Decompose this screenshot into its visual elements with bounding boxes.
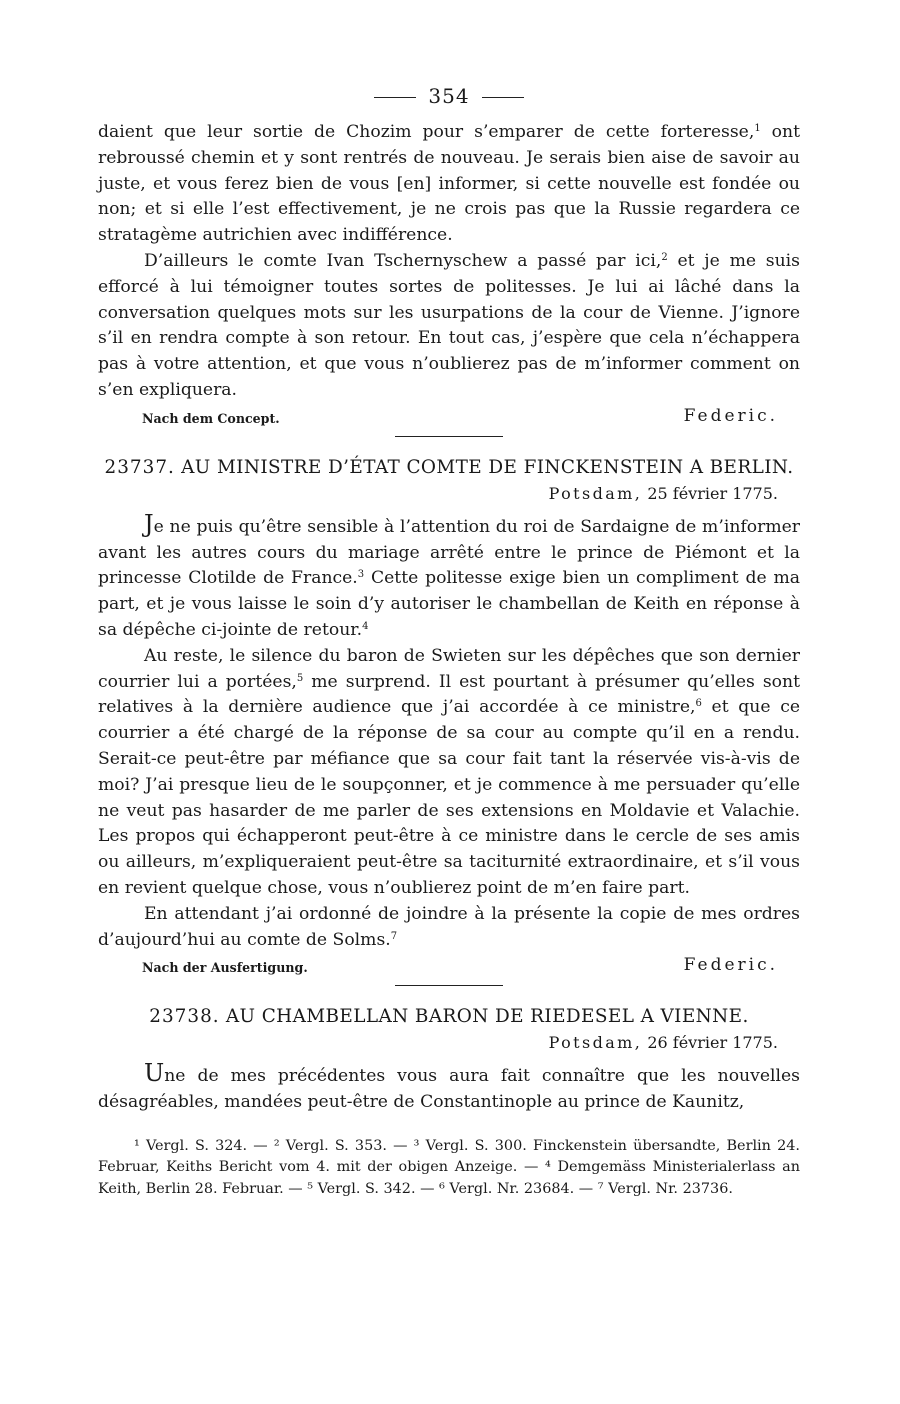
- letter-heading: [98, 1004, 800, 1029]
- page-number: [98, 84, 800, 108]
- drop-cap: U: [144, 1059, 165, 1088]
- footnote-ref: 5: [296, 672, 304, 684]
- page-number-text: 354: [428, 84, 470, 108]
- signature: Federic.: [683, 955, 778, 976]
- letter-date: 25 février 1775.: [647, 483, 778, 503]
- intro-paragraph-2: D’ailleurs le comte Ivan Tschernyschew a passé par ici,$^2$ et je me suis efforcé à lui témoigner toutes sortes de politesses. Je lui ai lâché dans la conversation quelques mots sur les usurpations de la cour de Vienne. J’ignore s’il en rendra compte à son retour. En tout cas, j’espère que cela n’échappera pas à votre attention, et que vous n’oublierez pas de m’informer comment on s’en expliquera.: [98, 250, 800, 400]
- letter-number: 23737.: [104, 456, 175, 478]
- section-divider: [395, 985, 503, 986]
- letter-title: AU CHAMBELLAN BARON DE RIEDESEL A VIENNE.: [225, 1006, 749, 1028]
- letter-title: AU MINISTRE D’ÉTAT COMTE DE FINCKENSTEIN A BERLIN.: [181, 456, 794, 478]
- letter-closing: [98, 955, 800, 975]
- footnote-ref: 3: [357, 569, 365, 581]
- letter-heading: [98, 455, 800, 480]
- page-number-left-rule: [374, 97, 416, 98]
- source-note: Nach der Ausfertigung.: [142, 960, 308, 976]
- source-note: Nach dem Concept.: [142, 410, 280, 426]
- letter-paragraph: Au reste, le silence du baron de Swieten sur les dépêches que son dernier courrier lui a portées,$^5$ me surprend. Il est pourtant à présumer qu’elles sont relatives à la dernière audience que j’ai accordée à ce ministre,$^6$ et que ce courrier a été chargé de la réponse de sa cour au compte qu’il en a rendu. Serait-ce peut-être par méfiance que sa cour fait tant la réservée vis-à-vis de moi? J’ai presque lieu de le soupçonner, et je commence à me persuader qu’elle ne veut pas hasarder de me parler de ses extensions en Moldavie et Valachie. Les propos qui échapperont peut-être à ce ministre dans le cercle de ses amis ou ailleurs, m’expliqueraient peut-être sa taciturnité extraordinaire, et s’il vous en revient quelque chose, vous n’oublierez point de m’en faire part.: [98, 645, 800, 898]
- letter-date: 26 février 1775.: [647, 1033, 778, 1053]
- footnote-text: ¹ Vergl. S. 324. — ² Vergl. S. 353. — ³ Vergl. S. 300. Finckenstein übersandte, Berlin 24. Februar, Keiths Bericht vom 4. mit der obigen Anzeige. — ⁴ Demgemäss Ministerialerlass an Keith, Berlin 28. Februar. — ⁵ Vergl. S. 342. — ⁶ Vergl. Nr. 23684. — ⁷ Vergl. Nr. 23736.: [98, 1137, 800, 1197]
- letter-place: Potsdam,: [548, 1033, 643, 1053]
- letter-paragraph: En attendant j’ai ordonné de joindre à la présente la copie de mes ordres d’aujourd’hui au comte de Solms.$^7$: [98, 903, 800, 950]
- footnote-ref: 1: [754, 123, 761, 134]
- letter-dateline: [98, 1031, 778, 1055]
- footnote-ref: 7: [390, 930, 398, 942]
- signature: Federic.: [683, 405, 778, 426]
- letter-dateline: [98, 482, 778, 506]
- intro-paragraph-1: daient que leur sortie de Chozim pour s’emparer de cette forteresse,$^1$ ont rebroussé chemin et y sont rentrés de nouveau. Je serais bien aise de savoir au juste, et vous ferez bien de vous [en] informer, si cette nouvelle est fondée ou non; et si elle l’est effectivement, je ne crois pas que la Russie regardera ce stratagème autrichien avec indifférence.: [98, 122, 800, 246]
- footnote-ref: 6: [695, 698, 702, 710]
- footnote-ref: 2: [661, 251, 668, 263]
- letter-number: 23738.: [149, 1006, 220, 1028]
- document-page: [98, 84, 800, 1200]
- footnote-ref: 4: [362, 620, 369, 632]
- letter-place: Potsdam,: [548, 483, 643, 503]
- letter-closing: [98, 406, 800, 426]
- section-divider: [395, 436, 503, 437]
- letter-paragraph: Une de mes précédentes vous aura fait connaître que les nouvelles désagréables, mandées peut-être de Constantinople au prince de Kaunitz,: [98, 1059, 800, 1113]
- footnotes: [98, 1136, 800, 1201]
- page-number-right-rule: [482, 97, 524, 98]
- drop-cap: J: [144, 509, 154, 538]
- letter-paragraph: Je ne puis qu’être sensible à l’attention du roi de Sardaigne de m’informer avant les autres cours du mariage arrêté entre le prince de Piémont et la princesse Clotilde de France.$^3$ Cette politesse exige bien un compliment de ma part, et je vous laisse le soin d’y autoriser le chambellan de Keith en réponse à sa dépêche ci-jointe de retour.$^4$: [98, 509, 800, 640]
